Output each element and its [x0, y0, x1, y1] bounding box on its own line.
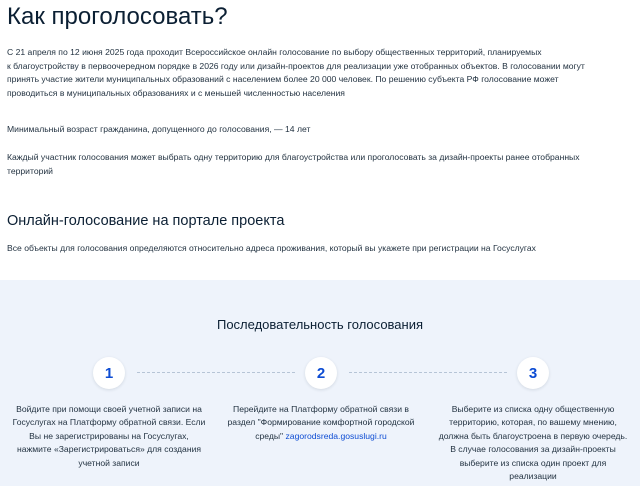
step-number-1: 1 — [93, 357, 125, 389]
online-voting-text: Все объекты для голосования определяются относительно адреса проживания, который вы укажете при регистрации на Госуслугах — [7, 243, 536, 253]
step-2-line: раздел "Формирование комфортной городской — [227, 417, 415, 428]
intro-line-4: проводиться в муниципальных образованиях и с меньшей численностью населения — [7, 87, 345, 98]
step-1-line: учетной записи — [78, 457, 140, 468]
min-age-text: Минимальный возраст гражданина, допущенного до голосования, — 14 лет — [7, 124, 311, 134]
online-voting-heading: Онлайн-голосование на портале проекта — [7, 213, 285, 229]
voting-sequence-section — [0, 280, 640, 486]
step-3-line: территорию, которая, по вашему мнению, — [449, 417, 617, 428]
sequence-title: Последовательность голосования — [216, 317, 424, 332]
step-3-line: В случае голосования за дизайн-проекты — [450, 444, 616, 455]
step-1-line: Вы не зарегистрированы на Госуслугах, — [29, 430, 189, 441]
intro-line-3: принять участие жители муниципальных образований с населением более 20 000 человек. По решению субъекта РФ голосование может — [7, 74, 559, 84]
step-1-line: Войдите при помощи своей учетной записи на — [16, 404, 202, 414]
gosuslugi-link[interactable]: zagorodsreda.gosuslugi.ru — [285, 430, 387, 441]
step-connector-2 — [349, 372, 507, 373]
step-2-line-prefix: среды" — [255, 430, 286, 441]
step-3-line: реализации — [509, 471, 557, 482]
step-1-text — [4, 403, 214, 470]
step-3-text — [428, 403, 638, 483]
step-2-line: Перейдите на Платформу обратной связи в — [233, 404, 409, 414]
choice-line-1: Каждый участник голосования может выбрать одну территорию для благоустройства или проголосовать за дизайн-проекты ранее отобранных — [7, 152, 580, 162]
step-3-line: Выберите из списка одну общественную — [451, 404, 615, 414]
step-2-text — [216, 403, 426, 443]
step-2-line — [216, 430, 426, 443]
step-number-3: 3 — [517, 357, 549, 389]
choice-line-2: территорий — [7, 165, 53, 176]
step-3-line: должна быть благоустроена в первую очередь. — [438, 430, 628, 441]
intro-line-1: С 21 апреля по 12 июня 2025 года проходит Всероссийское онлайн голосование по выбору общественных территорий, планируемых — [7, 47, 542, 57]
step-1-line: Госуслугах на Платформу обратной связи. Если — [12, 417, 206, 428]
step-connector-1 — [137, 372, 295, 373]
intro-line-2: к благоустройству в первоочередном порядке в 2026 году или дизайн-проектов для реализации уже отобранных объектов. В голосовании могут — [7, 60, 585, 71]
step-1-line: нажмите «Зарегистрироваться» для создания — [16, 444, 202, 455]
page-title: Как проголосовать? — [7, 3, 228, 30]
step-3-line: выберите из списка один проект для — [459, 457, 607, 468]
step-number-2: 2 — [305, 357, 337, 389]
